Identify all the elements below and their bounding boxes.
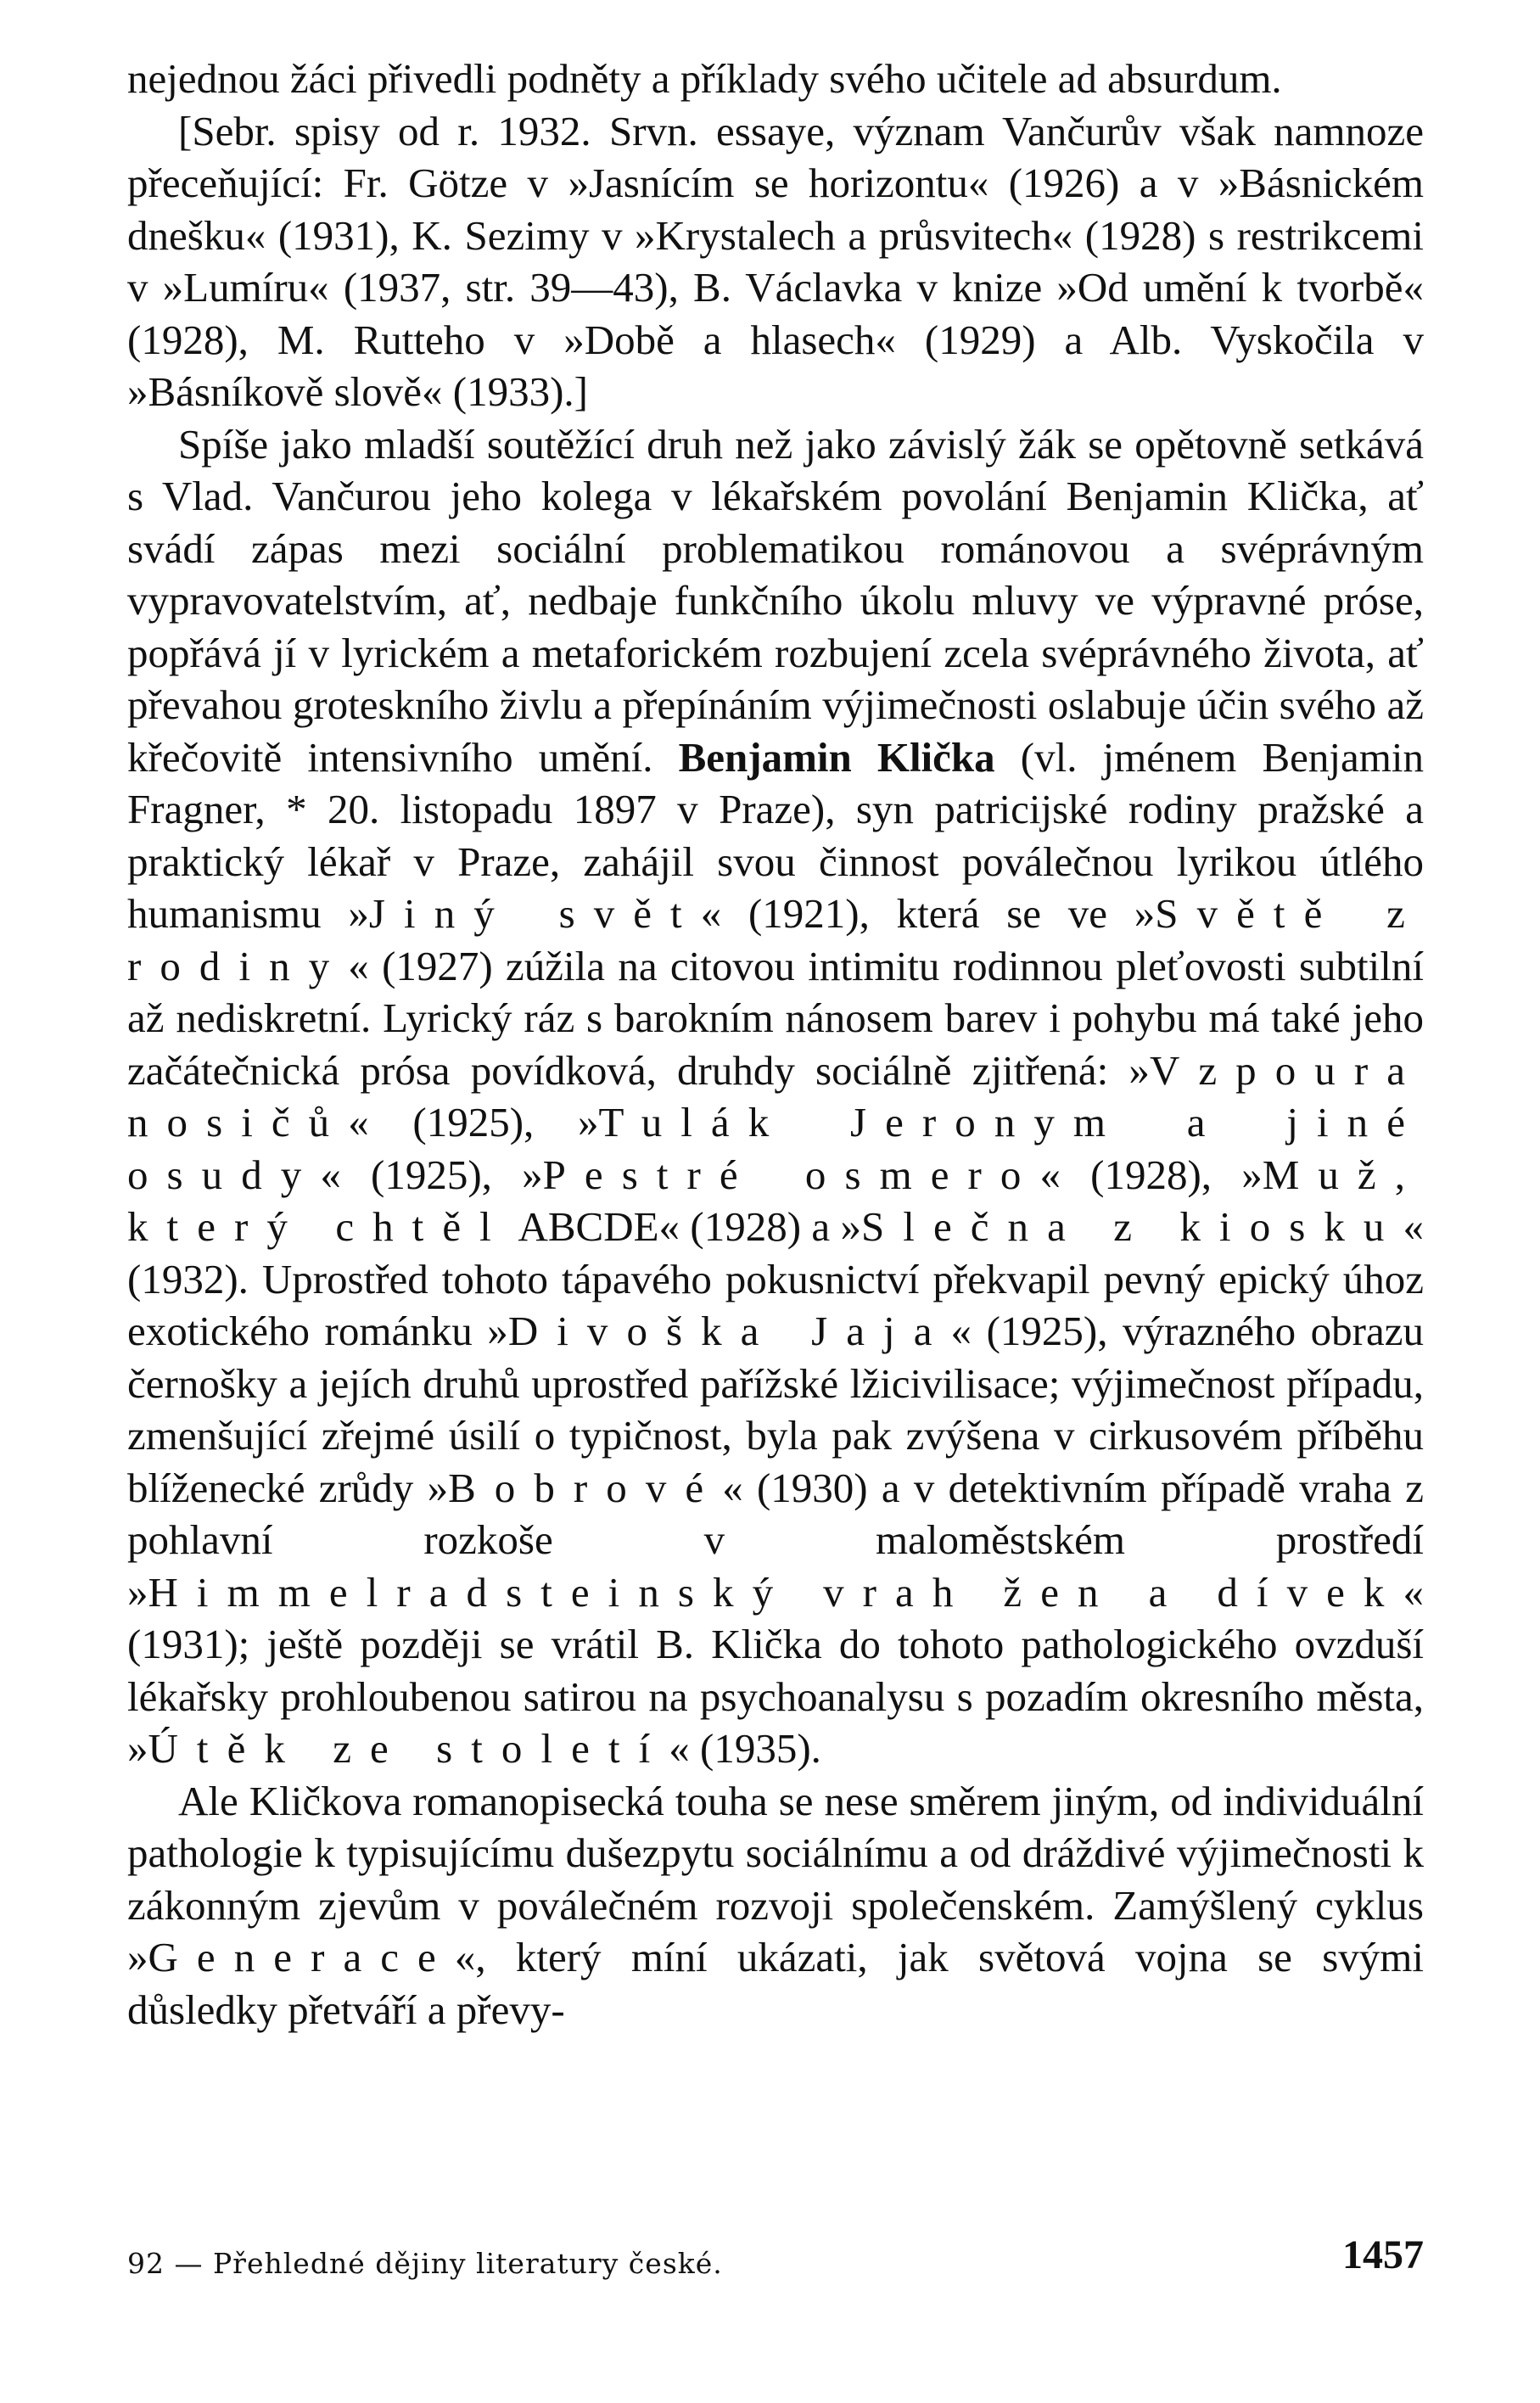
text-run: « (1927) zúžila na citovou intimitu rodinnou pleťovosti subtilní až nediskretní. Lyrický ráz s barokním nánosem barev i pohybu má také jeho začátečnická prósa povídková, druhdy sociálně zjitřená: » — [127, 942, 1424, 1094]
text-run: « (1928), » — [1039, 1151, 1263, 1198]
work-title-spaced: Generace — [148, 1934, 455, 1980]
page-footer — [127, 2232, 1424, 2291]
text-run: « (1935). — [669, 1725, 821, 1772]
author-name-bold: Benjamin Klička — [678, 733, 995, 781]
work-title-spaced: Himmelradsteinský vrah žen a dívek — [148, 1568, 1403, 1616]
bibliography-note — [127, 105, 1424, 418]
page-body — [127, 53, 1424, 2036]
text-run: ABCDE« (1928) a » — [509, 1203, 861, 1250]
text-run: « (1930) a v detektivním případě vraha z pohlavní rozkoše v maloměstském prostředí » — [127, 1464, 1424, 1616]
text-run: « (1925), » — [320, 1151, 543, 1198]
text-run: [Sebr. spisy od r. 1932. Srvn. essaye, význam Vančurův však namnoze přeceňující: Fr. Götze v »Jasnícím se horizontu« (1926) a v »Básnickém dnešku« (1931), K. Sezimy v »Krystalech a průsvitech« (1928) s restrikcemi v »Lumíru« (1937, str. 39—43), B. Václavka v knize »Od umění k tvorbě« (1928), M. Rutteho v »Době a hlasech« (1929) a Alb. Vyskočila v »Básníkově slově« (1933).] — [127, 107, 1424, 415]
text-run: nejednou žáci přivedli podněty a příklady svého učitele ad absurdum. — [127, 55, 1282, 102]
text-run: « (1932). Uprostřed tohoto tápavého pokusnictví překvapil pevný epický úhoz exotického románku » — [127, 1203, 1424, 1354]
text-run: « (1925), výrazného obrazu černošky a jejích druhů uprostřed pařížské lžicivilisace; výjimečnost případu, zmenšující zřejmé úsilí o typičnost, byla pak zvýšena v cirkusovém příběhu blíženecké zrůdy » — [127, 1308, 1424, 1511]
text-run: « (1925), » — [348, 1099, 599, 1145]
work-title-spaced: Slečna z kiosku — [860, 1203, 1403, 1250]
text-run: Ale Kličkova romanopisecká touha se nese směrem jiným, od individuální pathologie k typisujícímu dušezpytu sociálnímu a od dráždivé výjimečnosti k zákonným zjevům v poválečném rozvoji společenském. Zamýšlený cyklus » — [127, 1777, 1424, 1980]
paragraph-continuation — [127, 53, 1424, 105]
work-title-spaced: Útěk ze století — [148, 1725, 669, 1772]
work-title-spaced: Divoška Jaja — [507, 1308, 951, 1354]
printer-signature: 92 — Přehledné dějiny literatury české. — [127, 2247, 723, 2280]
work-title-spaced: Pestré osmero — [542, 1151, 1040, 1198]
text-run: Spíše jako mladší soutěžící druh než jako závislý žák se opětovně setkává s Vlad. Vančurou jeho kolega v lékařském povolání Benjamin Klička, ať svádí zápas mezi sociální problematikou románovou a svéprávným vypravovatelstvím, ať, nedbaje funkčního úkolu mluvy ve výpravné próse, popřává jí v lyrickém a metaforickém rozbujení zcela svéprávného života, ať převahou groteskního živlu a přepínáním výjimečnosti oslabuje účin svého až křečovitě intensivního umění. — [127, 420, 1424, 781]
work-title-spaced: Tulák Jeronym a jiné osudy — [127, 1099, 1424, 1198]
work-title-spaced: Jiný svět — [368, 890, 701, 937]
text-run: «, který míní ukázati, jak světová vojna se svými důsledky přetváří a převy- — [127, 1934, 1424, 2033]
work-title-spaced: Muž, který chtěl — [127, 1151, 1425, 1250]
work-title-spaced: Bobrové — [448, 1464, 723, 1511]
work-title-spaced: Vzpoura nosičů — [127, 1046, 1424, 1145]
paragraph-romanopisecka — [127, 1775, 1424, 2036]
work-title-spaced: Světě z rodiny — [127, 890, 1424, 989]
paragraph-klicka — [127, 418, 1424, 1775]
text-run: « (1921), která se ve » — [700, 890, 1156, 937]
page-number: 1457 — [1342, 2232, 1424, 2277]
text-run: « (1931); ještě později se vrátil B. Klička do tohoto pathologického ovzduší lékařsky prohloubenou satirou na psychoanalysu s pozadím okresního města, » — [127, 1568, 1424, 1772]
text-run: (vl. jménem Benjamin Fragner, * 20. listopadu 1897 v Praze), syn patricijské rodiny pražské a praktický lékař v Praze, zahájil svou činnost poválečnou lyrikou útlého humanismu » — [127, 733, 1424, 937]
